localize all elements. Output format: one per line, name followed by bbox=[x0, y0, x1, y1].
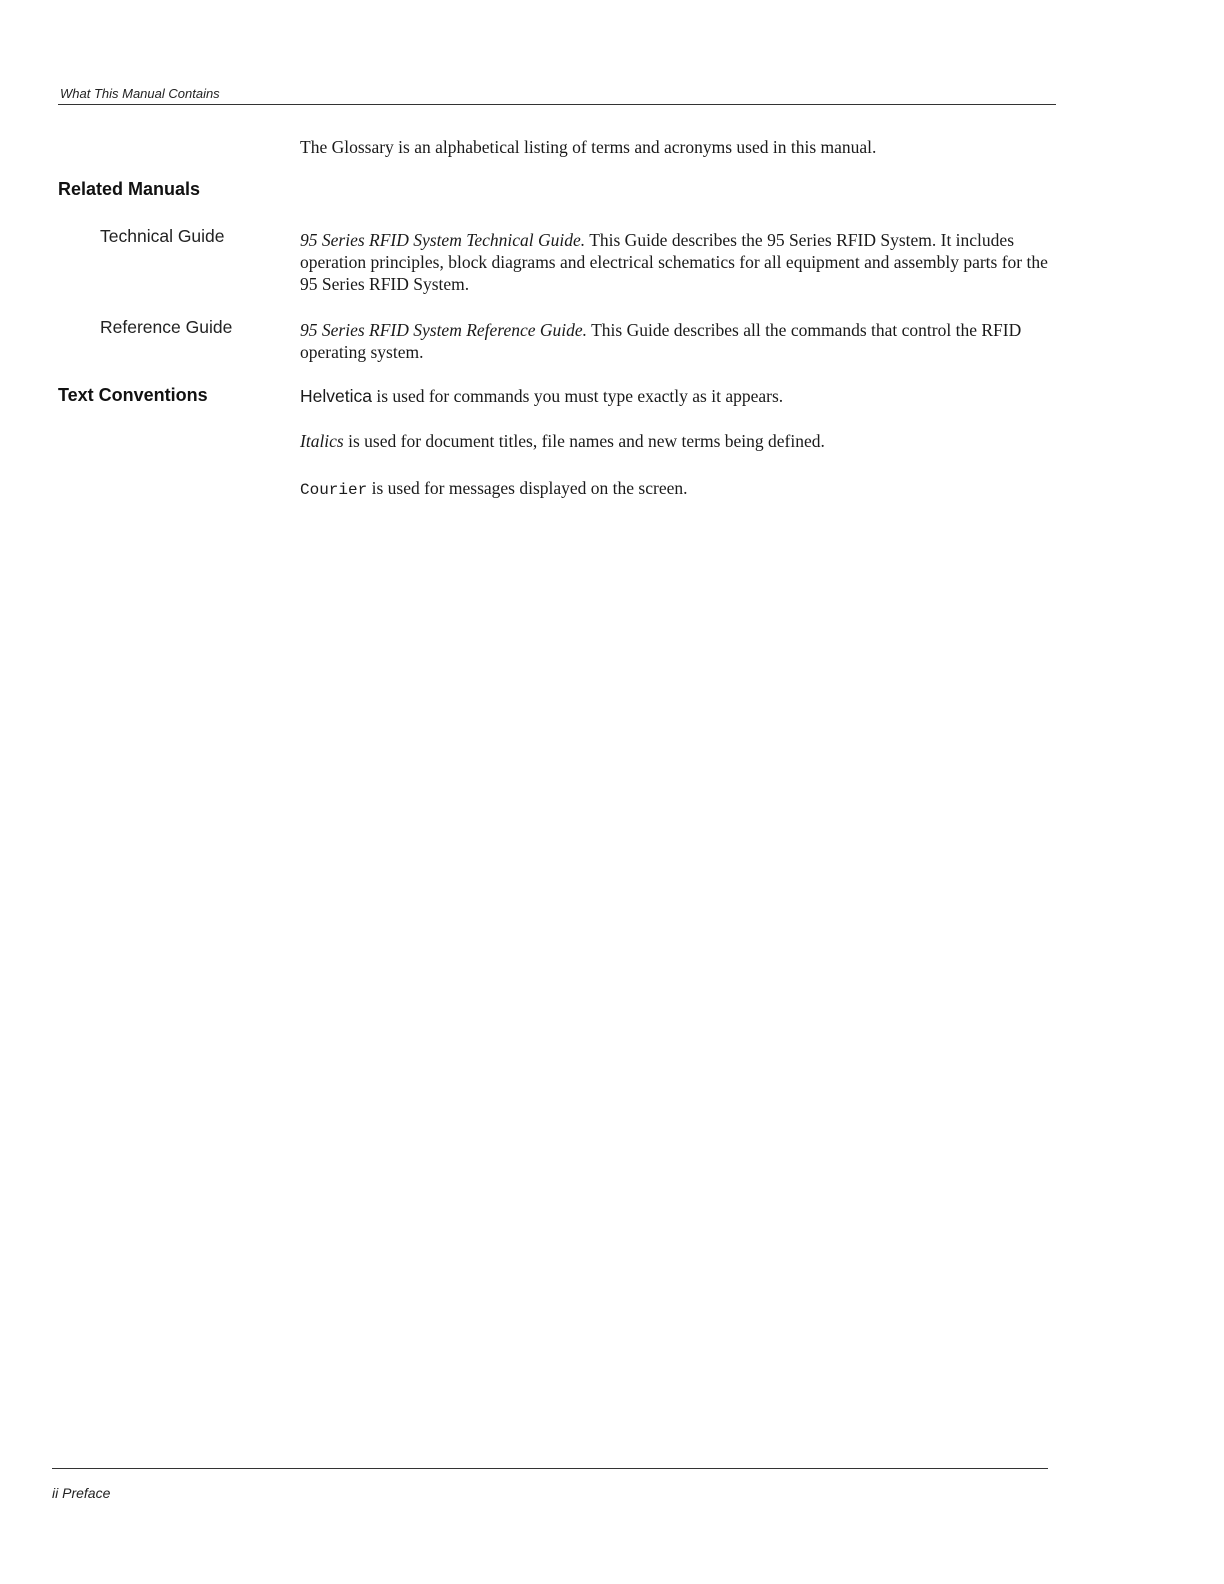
courier-description: is used for messages displayed on the screen. bbox=[367, 478, 688, 498]
footer-rule bbox=[52, 1468, 1048, 1469]
technical-guide-label: Technical Guide bbox=[100, 226, 225, 246]
reference-guide-title: 95 Series RFID System Reference Guide. bbox=[300, 320, 588, 340]
header-rule bbox=[58, 104, 1056, 105]
reference-guide-description bbox=[300, 319, 1060, 363]
technical-guide-title: 95 Series RFID System Technical Guide. bbox=[300, 230, 586, 250]
courier-term: Courier bbox=[300, 481, 368, 499]
helvetica-description: is used for commands you must type exactly as it appears. bbox=[371, 386, 784, 406]
italics-description: is used for document titles, file names and new terms being defined. bbox=[343, 431, 825, 451]
technical-guide-description bbox=[300, 229, 1060, 295]
running-header: What This Manual Contains bbox=[60, 86, 220, 101]
glossary-paragraph: The Glossary is an alphabetical listing of terms and acronyms used in this manual. bbox=[300, 137, 877, 157]
related-manuals-heading: Related Manuals bbox=[58, 179, 201, 199]
italics-term: Italics bbox=[300, 431, 344, 451]
technical-guide-text: This Guide describes the 95 Series RFID System. It includes operation principles, block diagrams and electrical schematics for all equipment and assembly parts for the 95 Series RFID System. bbox=[300, 230, 1048, 294]
reference-guide-text: This Guide describes all the commands that control the RFID operating system. bbox=[300, 320, 1022, 362]
page-footer: ii Preface bbox=[52, 1485, 111, 1501]
helvetica-term: Helvetica bbox=[300, 386, 372, 406]
convention-italics bbox=[300, 430, 1060, 452]
text-conventions-heading: Text Conventions bbox=[58, 385, 208, 405]
convention-courier bbox=[300, 477, 1060, 501]
convention-helvetica bbox=[300, 385, 1060, 407]
reference-guide-label: Reference Guide bbox=[100, 317, 233, 337]
